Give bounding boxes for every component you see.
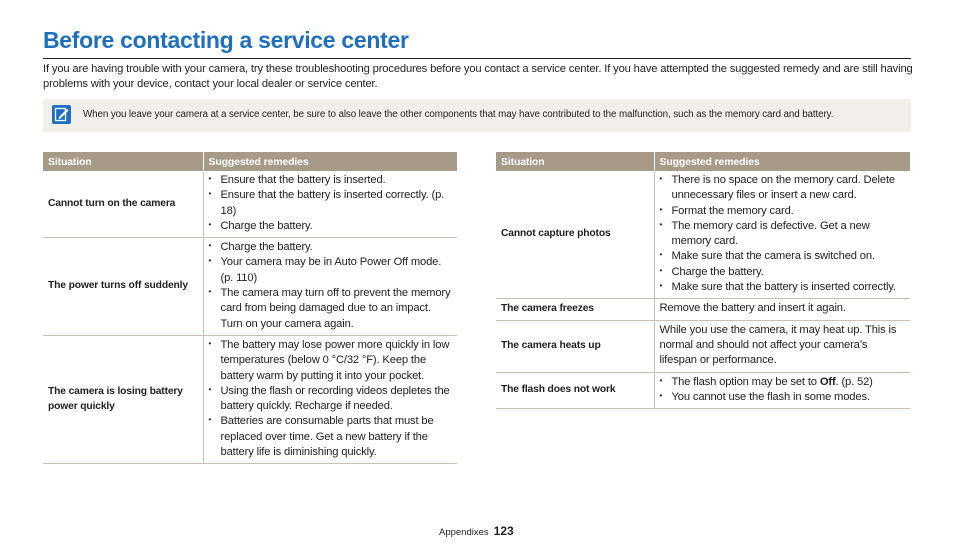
situation-cell: The camera freezes (496, 299, 654, 320)
table-row (496, 320, 910, 372)
remedy-item: • Using the flash or recording videos depletes the battery quickly. Recharge if needed. (209, 384, 454, 415)
remedy-text: Remove the battery and insert it again. (659, 302, 846, 315)
remedy-text: While you use the camera, it may heat up. This is normal and should not affect your camera’s lifespan or performance. (659, 323, 897, 367)
remedy-item: • The memory card is defective. Get a new memory card. (660, 219, 907, 250)
remedy-item: • Your camera may be in Auto Power Off mode. (p. 110) (209, 255, 454, 286)
troubleshooting-table-left (43, 152, 457, 464)
table-row (43, 171, 457, 238)
troubleshooting-table-right (496, 152, 910, 409)
remedies-cell (654, 320, 910, 372)
remedy-item (660, 375, 907, 390)
table-row (496, 171, 910, 299)
remedy-item: • The camera may turn off to prevent the memory card from being damaged due to an impact. Turn on your camera again. (209, 286, 454, 332)
remedies-cell (654, 171, 910, 299)
remedies-cell (203, 171, 457, 238)
page-footer (439, 524, 514, 538)
remedy-item: • Format the memory card. (660, 204, 907, 219)
remedies-cell (203, 238, 457, 336)
remedy-item: • Charge the battery. (209, 240, 454, 255)
situation-cell: The flash does not work (496, 372, 654, 409)
situation-cell: The power turns off suddenly (43, 238, 203, 336)
remedy-text-before: The flash option may be set to (671, 375, 820, 388)
remedy-item: • Make sure that the battery is inserted correctly. (660, 280, 907, 295)
table-row (496, 299, 910, 320)
note-pencil-icon (52, 105, 71, 124)
remedy-text-after: . (p. 52) (835, 375, 873, 388)
flash-off-label: Off (819, 375, 836, 388)
title-rule (43, 58, 911, 59)
footer-section: Appendixes (439, 527, 489, 538)
remedy-item: • Batteries are consumable parts that must be replaced over time. Get a new battery if the battery life is diminishing quickly. (209, 414, 454, 460)
page-number: 123 (493, 524, 514, 538)
remedy-item: • Charge the battery. (660, 265, 907, 280)
header-remedies: Suggested remedies (203, 152, 457, 171)
remedy-item: • You cannot use the flash in some modes. (660, 390, 907, 405)
table-header-row (43, 152, 457, 171)
situation-cell: The camera heats up (496, 320, 654, 372)
note-box (43, 99, 911, 132)
table-row (496, 372, 910, 409)
table-header-row (496, 152, 910, 171)
remedy-item: • Charge the battery. (209, 219, 454, 234)
remedies-cell (203, 335, 457, 463)
remedy-item: • Make sure that the camera is switched on. (660, 249, 907, 264)
page-title: Before contacting a service center (43, 27, 409, 53)
remedy-item: • The battery may lose power more quickly in low temperatures (below 0 °C/32 °F). Keep the battery warm by putting it into your pocket. (209, 338, 454, 384)
situation-cell: Cannot capture photos (496, 171, 654, 299)
remedy-item: • There is no space on the memory card. Delete unnecessary files or insert a new card. (660, 173, 907, 204)
note-text: When you leave your camera at a service center, be sure to also leave the other components that may have contributed to the malfunction, such as the memory card and battery. (83, 109, 834, 120)
header-situation: Situation (43, 152, 203, 171)
remedies-cell (654, 372, 910, 409)
header-remedies: Suggested remedies (654, 152, 910, 171)
situation-cell: Cannot turn on the camera (43, 171, 203, 238)
header-situation: Situation (496, 152, 654, 171)
table-row (43, 238, 457, 336)
table-row (43, 335, 457, 463)
remedy-item: • Ensure that the battery is inserted correctly. (p. 18) (209, 188, 454, 219)
remedy-item: • Ensure that the battery is inserted. (209, 173, 454, 188)
intro-paragraph: If you are having trouble with your camera, try these troubleshooting procedures before you contact a service center. If you have attempted the suggested remedy and are still having problems with your device, contact your local dealer or service center. (43, 63, 913, 90)
situation-cell: The camera is losing battery power quickly (43, 335, 203, 463)
remedies-cell (654, 299, 910, 320)
